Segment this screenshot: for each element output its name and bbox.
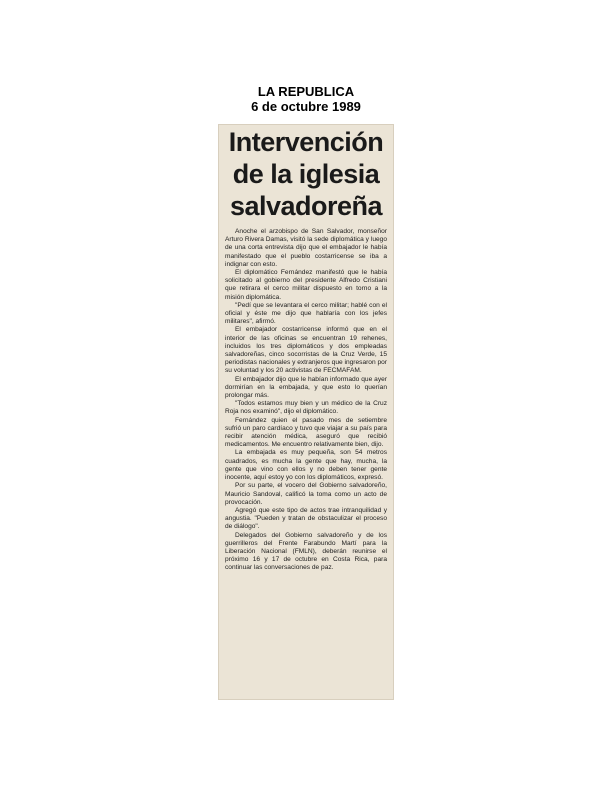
article-body (225, 228, 387, 573)
article-paragraph: Anoche el arzobispo de San Salvador, monseñor Arturo Rivera Damas, visitó la sede diplomática y luego de una corta entrevista dijo que el embajador le había manifestado que el pueblo costarricense se iba a indignar con esto. (225, 228, 387, 268)
headline-line: salvadoreña (229, 191, 383, 221)
article-paragraph: "Pedí que se levantara el cerco militar; hablé con el oficial y éste me dijo que hablaría con los jefes militares", afirmó. (225, 301, 387, 326)
article-paragraph: El embajador costarricense informó que en el interior de las oficinas se encuentran 19 rehenes, incluidos los tres diplomáticos y dos empleadas salvadoreñas, cinco socorristas de la Cruz Verde, 15 periodistas nacionales y extranjeros que ingresaron por su voluntad y los 20 activistas de FECMAFAM. (225, 326, 388, 375)
article-paragraph: "Todos estamos muy bien y un médico de la Cruz Roja nos examinó", dijo el diplomático. (225, 400, 387, 416)
headline-line: Intervención (228, 127, 384, 157)
article-paragraph: Fernández quien el pasado mes de setiembre sufrió un paro cardíaco y tuvo que viajar a su país para recibir atención médica, aseguró que recibió medicamentos. Me encuentro relativamente bien, dijo. (225, 416, 387, 449)
article-paragraph: Agregó que este tipo de actos trae intranquilidad y angustia. "Pueden y tratan de obstaculizar el proceso de diálogo". (225, 506, 387, 531)
publication-date: 6 de octubre 1989 (251, 99, 361, 114)
newspaper-clipping (218, 124, 394, 700)
source-header (0, 84, 612, 114)
article-paragraph: El diplomático Fernández manifestó que le había solicitado al gobierno del presidente Alfredo Cristiani que retirara el cerco militar dispuesto en torno a la misión diplomática. (225, 269, 387, 301)
newspaper-name: LA REPUBLICA (257, 84, 355, 99)
article-paragraph: El embajador dijo que le habían informado que ayer dormirían en la embajada, y que esto lo querían prolongar más. (225, 375, 387, 400)
article-paragraph: Por su parte, el vocero del Gobierno salvadoreño, Mauricio Sandoval, calificó la toma como un acto de provocación. (225, 482, 387, 506)
headline-line: de la iglesia (232, 159, 380, 189)
article-headline (224, 126, 388, 222)
article-paragraph: Delegados del Gobierno salvadoreño y de los guerrilleros del Frente Farabundo Martí para la Liberación Nacional (FMLN), deberán reunirse el próximo 16 y 17 de octubre en Costa Rica, para continuar las conversaciones de paz. (225, 531, 387, 572)
article-paragraph: La embajada es muy pequeña, son 54 metros cuadrados, es mucha la gente que hay, mucha, la gente que vino con ellos y no deben tener gente inocente, aquí estoy yo con los diplomáticos, expresó. (225, 449, 387, 482)
